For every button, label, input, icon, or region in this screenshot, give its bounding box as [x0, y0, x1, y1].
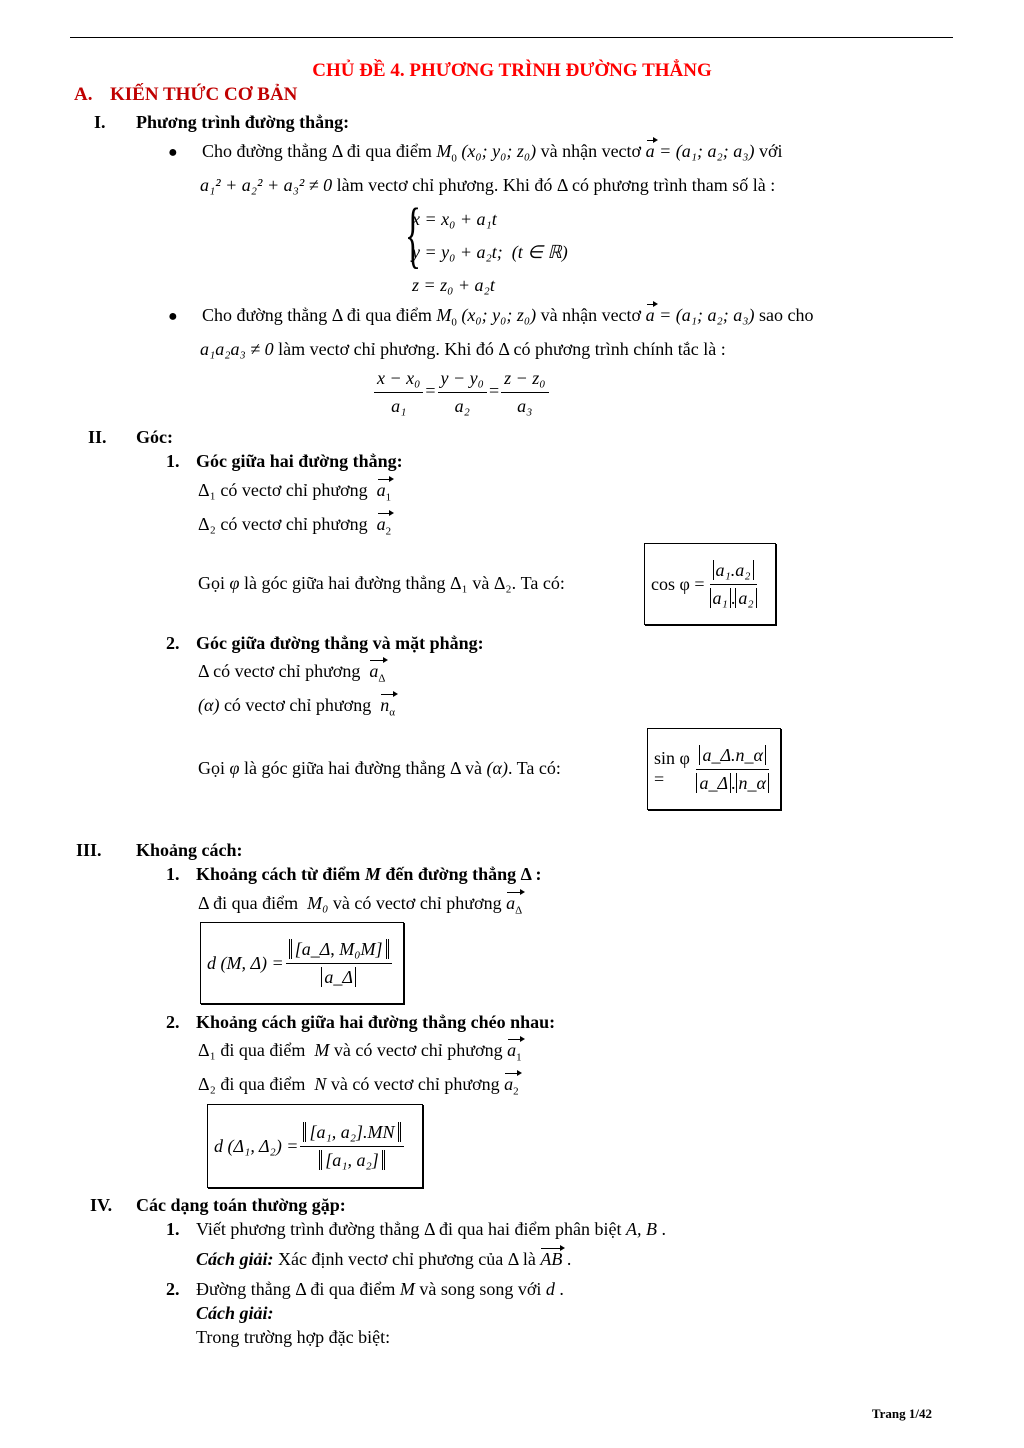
formula-fraction: $\frac{a\_\Delta.n\_\alpha}{a\_\Delta . n\_\alpha}$ [693, 745, 772, 794]
point-m0: $M_0$ [436, 305, 457, 329]
vector-a-delta: $a_\Delta$ [369, 661, 386, 685]
vector-a-delta: $a_\Delta$ [506, 893, 523, 917]
text: Cho đường thẳng [202, 141, 328, 161]
vector-components: = (a₁; a₂; a₃) [659, 305, 755, 325]
special-case-text: Trong trường hợp đặc biệt: [196, 1327, 391, 1347]
canonical-equation: $\frac{\text{x − x₀}}{\text{a₁}}$ = $\frac{\text{y − y₀}}{\text{a₂}}$ = $\frac{\text{z − z₀}}{\text{a₃}}$ [372, 368, 551, 417]
formula-sin-angle [647, 728, 781, 810]
condition: a₁a₂a₃ ≠ 0 [200, 339, 274, 359]
formula-fraction: $\frac{\text{a₁.a₂}}{\text{a₁ . a₂}}$ [707, 560, 760, 609]
page-number: Trang 1/42 [871, 1406, 932, 1421]
equation-x: x = x₀ + a₁t [412, 209, 497, 229]
angle-line-plane-statement: Gọi φ là góc giữa hai đường thẳng Δ và (α). Ta có: [198, 758, 561, 778]
plane-normal-vector: (α) có vectơ chỉ phương $n_\alpha$ [198, 695, 395, 719]
text: với [758, 141, 783, 161]
line-delta-vector: Δ có vectơ chỉ phương $a_\Delta$ [198, 661, 386, 685]
fraction-y: $\frac{\text{y − y₀}}{\text{a₂}}$ [438, 368, 487, 417]
bullet-1-line-2 [200, 175, 775, 196]
dot-product-abs: a₁.a₂ [713, 560, 754, 580]
section-1-heading [94, 112, 349, 133]
angle-lines-statement: Gọi φ là góc giữa hai đường thẳng Δ₁ và Δ₂. Ta có: [198, 573, 565, 593]
text: có phương trình tham số là : [572, 175, 776, 195]
vector-a1: $a_1$ [376, 480, 392, 504]
bullet-2-line-2 [200, 339, 726, 360]
section-a-heading [74, 84, 297, 106]
line-through-m0: Δ đi qua điểm M₀ và có vectơ chỉ phương $a_\Delta$ [198, 893, 523, 917]
formula-lhs: sin φ = [654, 748, 690, 789]
text: Cho đường thẳng [202, 305, 328, 325]
text: đi qua điểm [346, 141, 432, 161]
delta-symbol: Δ [331, 141, 343, 161]
problem-type-1: 1. Viết phương trình đường thẳng Δ đi qua hai điểm phân biệt A, B . [166, 1219, 666, 1239]
text: làm vectơ chỉ phương. Khi đó [336, 175, 553, 195]
problem-type-2: 2. Đường thẳng Δ đi qua điểm M và song song với d . [166, 1279, 564, 1299]
section-1-number: I. [94, 112, 106, 132]
vector-ab: AB [540, 1249, 563, 1269]
section-2-number: II. [88, 427, 107, 447]
subsection-2-1-heading [166, 451, 403, 472]
line-delta2-vector: Δ₂ có vectơ chỉ phương $a_2$ [198, 514, 392, 538]
vector-a: a [645, 305, 655, 325]
vector-components: = (a₁; a₂; a₃) [659, 141, 755, 161]
section-4-heading: IV. Các dạng toán thường gặp: [90, 1195, 346, 1215]
point-coordinates: (x₀; y₀; z₀) [461, 305, 537, 325]
text: đi qua điểm [346, 305, 432, 325]
header-rule [70, 37, 953, 38]
formula-distance-point-line: d (M, Δ) = $\frac{\text{[a\_Δ, M₀M]}}{a\_\Delta}$ [200, 922, 404, 1004]
problem-type-2-solution-label: Cách giải: [196, 1303, 274, 1323]
vector-a2: $a_2$ [376, 514, 392, 538]
section-1-title: Phương trình đường thẳng: [136, 112, 350, 132]
delta-symbol: Δ [331, 305, 343, 325]
formula-cos-angle [644, 543, 776, 625]
section-a-label: KIẾN THỨC CƠ BẢN [110, 84, 298, 105]
text: sao cho [758, 305, 814, 325]
line-delta1-vector: Δ₁ có vectơ chỉ phương $a_1$ [198, 480, 392, 504]
delta-symbol: Δ [556, 175, 568, 195]
fraction-x: $\frac{\text{x − x₀}}{\text{a₁}}$ [374, 368, 423, 417]
vector-a2: $a_2$ [504, 1074, 519, 1098]
equation-z: z = z₀ + a₂t [412, 275, 495, 295]
page-title: CHỦ ĐỀ 4. PHƯƠNG TRÌNH ĐƯỜNG THẲNG [312, 60, 712, 81]
subsection-title: Góc giữa đường thẳng và mặt phẳng: [196, 633, 484, 653]
section-a-number: A. [74, 84, 93, 105]
vector-a: a [645, 141, 655, 161]
problem-type-1-solution: Cách giải: Xác định vectơ chỉ phương của Δ là AB . [196, 1249, 572, 1269]
brace-icon: { [405, 194, 421, 276]
subsection-title: Góc giữa hai đường thẳng: [196, 451, 403, 471]
delta-symbol: Δ [498, 339, 510, 359]
subsection-number: 1. [166, 451, 180, 471]
subsection-number: 2. [166, 633, 180, 653]
parameter-domain: (t ∈ ℝ) [511, 242, 568, 262]
bullet-1-line-1 [168, 141, 783, 165]
condition: a₁² + a₂² + a₃² ≠ 0 [200, 175, 333, 195]
bullet-icon: ● [168, 308, 178, 325]
section-3-title: Khoảng cách: [136, 840, 243, 860]
vector-n-alpha: $n_\alpha$ [380, 695, 395, 719]
section-3-heading [76, 840, 243, 861]
bullet-icon: ● [168, 144, 178, 161]
section-3-number: III. [76, 840, 102, 860]
subsection-3-2-heading: 2. Khoảng cách giữa hai đường thẳng chéo nhau: [166, 1012, 556, 1032]
section-2-heading [88, 427, 173, 448]
bullet-2-line-1 [168, 305, 813, 329]
text: có phương trình chính tắc là : [513, 339, 726, 359]
subsection-3-1-heading: 1. Khoảng cách từ điểm M đến đường thẳng Δ : [166, 864, 542, 884]
line-delta1-through-m: Δ₁ đi qua điểm M và có vectơ chỉ phương $a_1$ [198, 1040, 522, 1064]
formula-distance-skew-lines: d (Δ₁, Δ₂) = $\frac{\text{[a₁, a₂].MN}}{\text{[a₁, a₂]}}$ [207, 1104, 423, 1188]
parametric-equations [412, 203, 568, 302]
point-coordinates: (x₀; y₀; z₀) [461, 141, 537, 161]
text: làm vectơ chỉ phương. Khi đó [278, 339, 494, 359]
vector-a1: $a_1$ [507, 1040, 522, 1064]
section-2-title: Góc: [136, 427, 173, 447]
equation-y: y = y₀ + a₂t; [412, 242, 503, 262]
subsection-2-2-heading [166, 633, 484, 654]
equation-y-row [412, 236, 568, 269]
formula-fraction: $\frac{\text{[a₁, a₂].MN}}{\text{[a₁, a₂]}}$ [300, 1122, 403, 1171]
formula-fraction: $\frac{\text{[a\_Δ, M₀M]}}{a\_\Delta}$ [286, 939, 392, 988]
text: và nhận vectơ [540, 141, 642, 161]
point-m0: $M_0$ [436, 141, 457, 165]
fraction-z: $\frac{\text{z − z₀}}{\text{a₃}}$ [501, 368, 548, 417]
line-delta2-through-n: Δ₂ đi qua điểm N và có vectơ chỉ phương $a_2$ [198, 1074, 519, 1098]
formula-lhs: cos φ = [651, 573, 705, 594]
text: và nhận vectơ [540, 305, 642, 325]
